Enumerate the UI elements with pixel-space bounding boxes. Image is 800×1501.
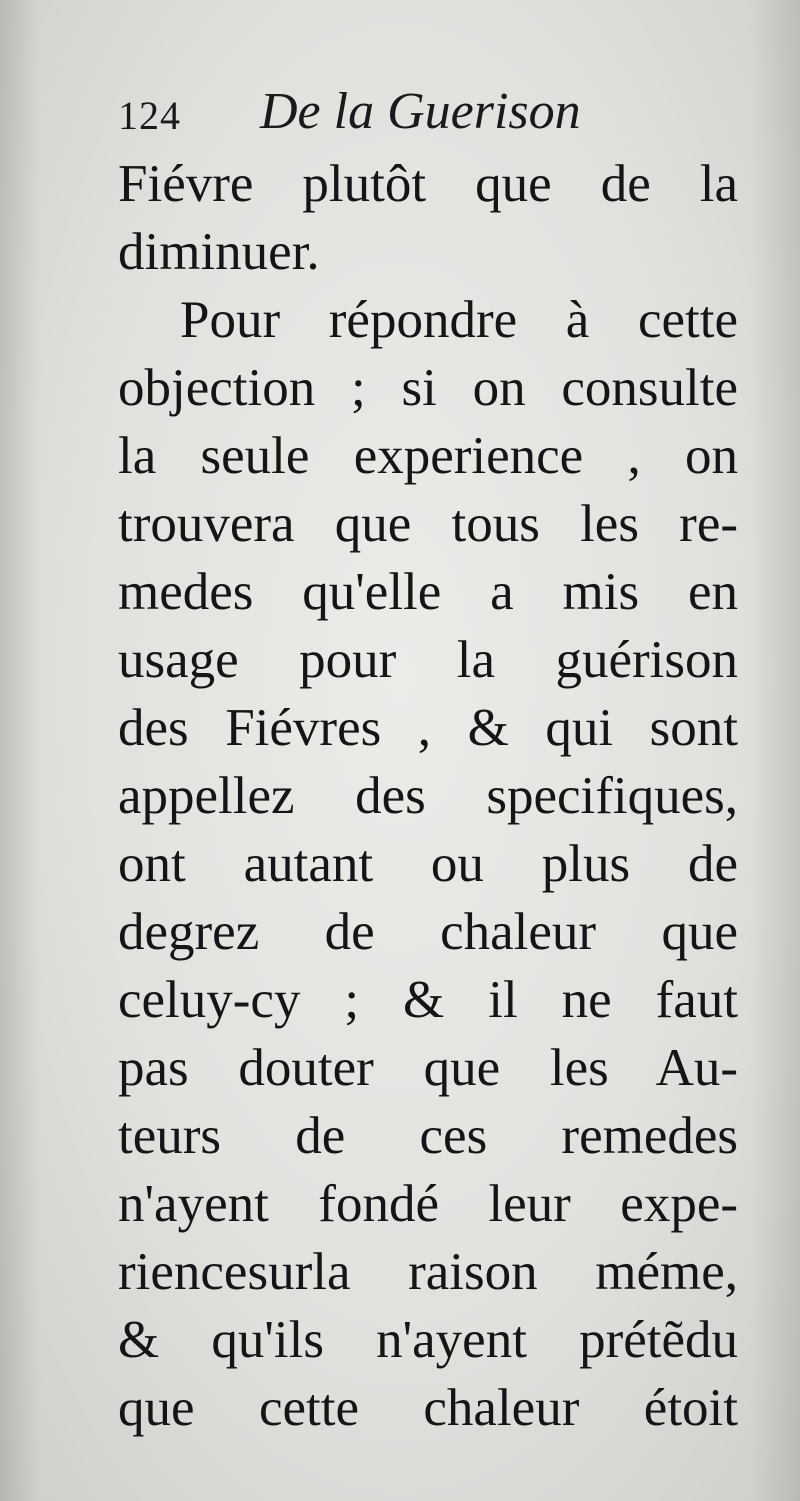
text-line: riencesurla raison méme, — [118, 1243, 738, 1301]
page-number: 124 — [118, 93, 181, 138]
text-line: des Fiévres , & qui sont — [118, 699, 738, 757]
page-right-edge-shadow — [750, 0, 800, 1501]
text-line: teurs de ces remedes — [118, 1107, 738, 1165]
running-title: De la Guerison — [260, 83, 581, 140]
text-line: medes qu'elle a mis en — [118, 563, 738, 621]
text-line: n'ayent fondé leur expe- — [118, 1175, 738, 1233]
text-line: pas douter que les Au- — [118, 1039, 738, 1097]
text-line: la seule experience , on — [118, 427, 738, 485]
text-line: objection ; si on consulte — [118, 359, 738, 417]
text-line: ont autant ou plus de — [118, 835, 738, 893]
paragraph-first-line: Pour répondre à cette — [180, 291, 738, 349]
text-line: degrez de chaleur que — [118, 903, 738, 961]
page-header — [118, 78, 738, 150]
text-line: appellez des specifiques, — [118, 767, 738, 825]
page-left-edge-shadow — [0, 0, 40, 1501]
body-text — [118, 150, 738, 1442]
text-line: que cette chaleur étoit — [118, 1379, 738, 1437]
text-line: celuy-cy ; & il ne faut — [118, 971, 738, 1029]
text-line: diminuer. — [118, 223, 320, 281]
text-line: & qu'ils n'ayent prétẽdu — [118, 1311, 738, 1369]
text-line: trouvera que tous les re- — [118, 495, 738, 553]
text-line: usage pour la guérison — [118, 631, 738, 689]
text-line: Fiévre plutôt que de la — [118, 155, 738, 213]
